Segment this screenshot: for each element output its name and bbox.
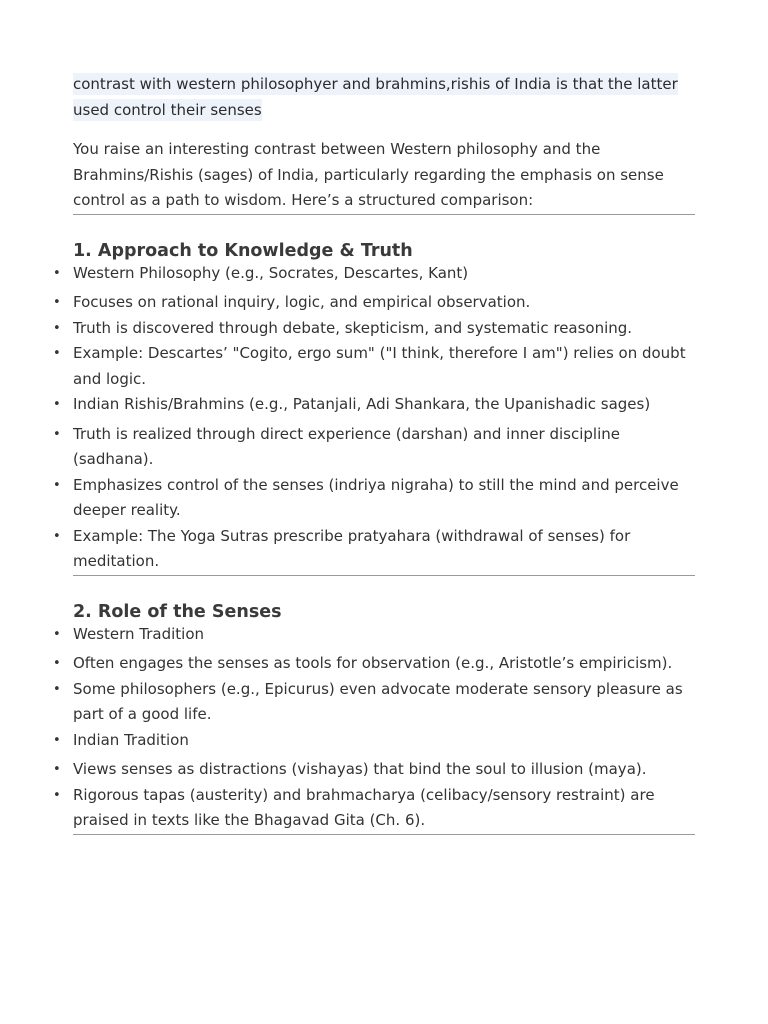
list-item-text: Example: Descartes’ "Cogito, ergo sum" ("I think, therefore I am") relies on doubt and logic. <box>73 344 686 388</box>
bullet-icon: • <box>53 295 61 310</box>
bullet-icon: • <box>53 265 61 281</box>
list-item <box>53 622 695 648</box>
list-item-text: Indian Rishis/Brahmins (e.g., Patanjali, Adi Shankara, the Upanishadic sages) <box>73 395 651 413</box>
user-query-block <box>73 72 695 123</box>
list-item <box>53 757 695 783</box>
list-item-text: Focuses on rational inquiry, logic, and empirical observation. <box>73 293 531 311</box>
response-intro: You raise an interesting contrast between Western philosophy and the Brahmins/Rishis (sages) of India, particularly regarding the emphasis on sense control as a path to wisdom. Here’s a structured comparison: <box>73 140 664 209</box>
section-heading-approach: 1. Approach to Knowledge & Truth <box>73 240 413 261</box>
bullet-icon: • <box>53 397 61 412</box>
user-query: contrast with western philosophyer and brahmins,rishis of India is that the latter used control their senses <box>73 75 678 119</box>
bullet-icon: • <box>53 656 61 671</box>
list-item-text: Example: The Yoga Sutras prescribe pratyahara (withdrawal of senses) for meditation. <box>73 526 631 570</box>
bullet-icon: • <box>53 732 61 748</box>
list-item-text: Some philosophers (e.g., Epicurus) even advocate moderate sensory pleasure as part of a good life. <box>73 679 683 723</box>
list-item <box>53 261 695 287</box>
bullet-icon: • <box>53 762 61 777</box>
list-item-text: Views senses as distractions (vishayas) that bind the soul to illusion (maya). <box>73 760 647 778</box>
list-item <box>53 728 695 754</box>
list-item <box>53 677 695 728</box>
list-item <box>53 392 695 418</box>
bullet-icon: • <box>53 787 61 803</box>
bullet-icon: • <box>53 346 61 361</box>
list-item <box>53 290 695 316</box>
list-item-text: Rigorous tapas (austerity) and brahmacharya (celibacy/sensory restraint) are praised in texts like the Bhagavad Gita (Ch. 6). <box>73 785 655 829</box>
bullet-icon: • <box>53 320 61 336</box>
chat-page <box>53 72 695 835</box>
list-item <box>53 651 695 677</box>
list-item-text: Western Philosophy (e.g., Socrates, Descartes, Kant) <box>73 263 469 282</box>
divider <box>73 214 695 215</box>
list-item-text: Often engages the senses as tools for observation (e.g., Aristotle’s empiricism). <box>73 654 673 672</box>
bullet-icon: • <box>53 426 61 442</box>
list-item <box>53 316 695 342</box>
list-item <box>53 341 695 392</box>
list-item-text: Truth is realized through direct experience (darshan) and inner discipline (sadhana). <box>73 424 621 468</box>
section-senses-list <box>53 622 695 834</box>
list-item-text: Truth is discovered through debate, skepticism, and systematic reasoning. <box>73 318 633 337</box>
divider <box>73 834 695 835</box>
section-heading-senses: 2. Role of the Senses <box>73 601 282 622</box>
list-item-text: Western Tradition <box>73 624 205 643</box>
bullet-icon: • <box>53 528 61 544</box>
list-item <box>53 473 695 524</box>
section-approach-list <box>53 261 695 575</box>
list-item <box>53 783 695 834</box>
bullet-icon: • <box>53 477 61 493</box>
list-item <box>53 524 695 575</box>
bullet-icon: • <box>53 626 61 642</box>
list-item-text: Indian Tradition <box>73 730 189 749</box>
divider <box>73 575 695 576</box>
bullet-icon: • <box>53 681 61 697</box>
list-item-text: Emphasizes control of the senses (indriya nigraha) to still the mind and perceive deeper reality. <box>73 475 679 519</box>
list-item <box>53 422 695 473</box>
